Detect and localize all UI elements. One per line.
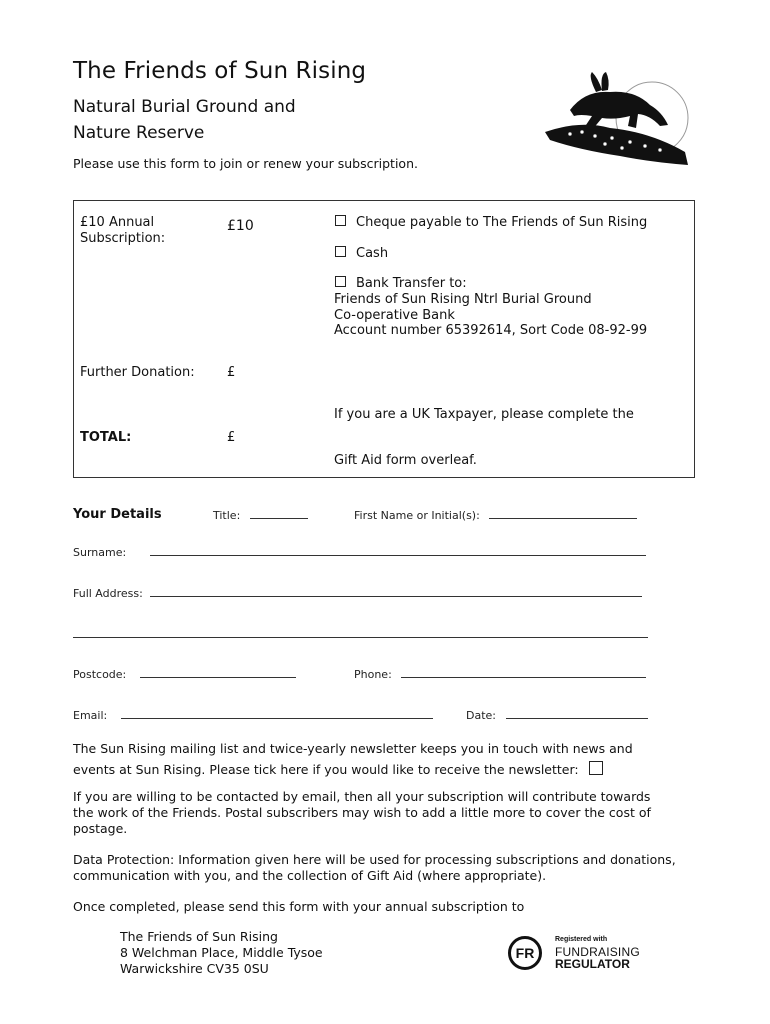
fundraising-regulator-logo	[508, 934, 648, 974]
fr-badge-icon: FR	[508, 936, 542, 970]
donation-label: Further Donation:	[80, 365, 195, 380]
address-field[interactable]	[73, 587, 642, 600]
address-label: Full Address:	[73, 587, 143, 600]
bank-details: Friends of Sun Rising Ntrl Burial Ground Co-operative Bank Account number 65392614, Sort Code 08-92-99	[334, 292, 648, 338]
payment-option-bank[interactable]	[335, 276, 467, 291]
cheque-checkbox[interactable]	[335, 215, 346, 226]
page-subtitle	[73, 94, 296, 146]
email-note-paragraph: If you are willing to be contacted by email, then all your subscription will contribute towards the work of the Friends. Postal subscribers may wish to add a little more to cover the cost of postage.	[73, 789, 651, 836]
send-instruction: Once completed, please send this form with your annual subscription to	[73, 899, 525, 914]
first-name-label: First Name or Initial(s):	[354, 509, 480, 522]
first-name-field[interactable]	[354, 509, 637, 522]
email-input-line[interactable]	[121, 709, 433, 719]
title-label: Title:	[213, 509, 241, 522]
total-currency: £	[227, 430, 236, 445]
hare-logo-icon	[540, 70, 700, 180]
postcode-field[interactable]	[73, 668, 296, 681]
fr-regulator-text: REGULATOR	[555, 957, 630, 971]
payment-option-cheque[interactable]	[335, 215, 647, 230]
donation-currency: £	[227, 365, 236, 380]
cash-checkbox[interactable]	[335, 246, 346, 257]
address-input-line-1[interactable]	[150, 587, 642, 597]
payment-option-cash[interactable]	[335, 246, 388, 261]
annual-amount: £10	[227, 218, 254, 234]
data-protection-paragraph: Data Protection: Information given here will be used for processing subscriptions and donations, communication with you, and the collection of Gift Aid (where appropriate).	[73, 852, 676, 883]
first-name-input-line[interactable]	[489, 509, 637, 519]
newsletter-checkbox[interactable]	[589, 761, 603, 775]
cash-label: Cash	[356, 246, 389, 261]
total-label: TOTAL:	[80, 430, 132, 445]
date-input-line[interactable]	[506, 709, 648, 719]
subtitle-line-2: Nature Reserve	[73, 123, 205, 143]
bank-checkbox[interactable]	[335, 276, 346, 287]
intro-text: Please use this form to join or renew your subscription.	[73, 156, 418, 171]
details-heading: Your Details	[73, 507, 162, 522]
date-label: Date:	[466, 709, 496, 722]
newsletter-paragraph: The Sun Rising mailing list and twice-yearly newsletter keeps you in touch with news and events at Sun Rising. Please tick here if you would like to receive the newsletter:	[73, 741, 633, 777]
taxpayer-line-2: Gift Aid form overleaf.	[334, 453, 477, 468]
postcode-input-line[interactable]	[140, 668, 296, 678]
title-field[interactable]	[213, 509, 308, 522]
email-label: Email:	[73, 709, 108, 722]
annual-subscription-label: £10 Annual Subscription:	[80, 215, 166, 246]
surname-label: Surname:	[73, 546, 127, 559]
page-title: The Friends of Sun Rising	[73, 58, 367, 84]
address-input-line-2[interactable]	[73, 628, 648, 638]
phone-input-line[interactable]	[401, 668, 646, 678]
title-input-line[interactable]	[250, 509, 308, 519]
date-field[interactable]	[466, 709, 648, 722]
surname-input-line[interactable]	[150, 546, 646, 556]
taxpayer-line-1: If you are a UK Taxpayer, please complete the	[334, 407, 634, 422]
postal-address: The Friends of Sun Rising 8 Welchman Place, Middle Tysoe Warwickshire CV35 0SU	[120, 929, 323, 976]
phone-label: Phone:	[354, 668, 392, 681]
subscription-box	[73, 200, 695, 478]
cheque-label: Cheque payable to The Friends of Sun Rising	[356, 215, 648, 230]
fr-registered-text: Registered with	[555, 936, 608, 943]
postcode-label: Postcode:	[73, 668, 127, 681]
fr-fundraising-text: FUNDRAISING	[555, 945, 640, 959]
email-field[interactable]	[73, 709, 433, 722]
surname-field[interactable]	[73, 546, 646, 559]
subtitle-line-1: Natural Burial Ground and	[73, 97, 296, 117]
bank-label: Bank Transfer to:	[356, 276, 467, 291]
phone-field[interactable]	[354, 668, 646, 681]
